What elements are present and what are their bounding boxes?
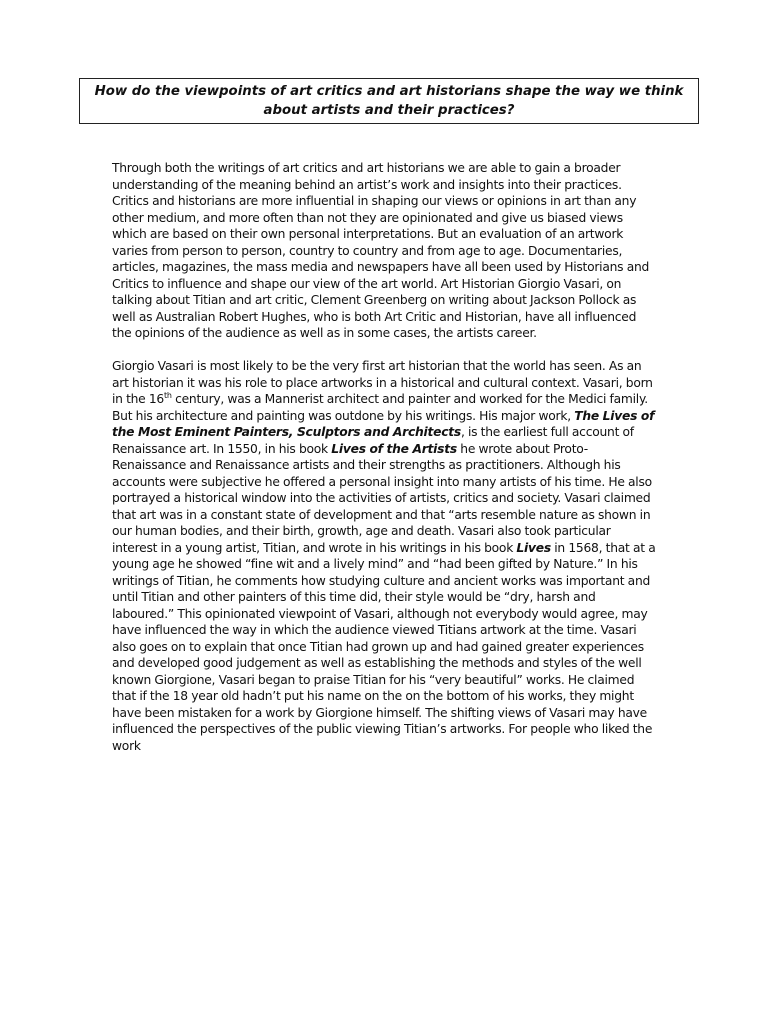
book-title-lives-eminent: The Lives of the Most Eminent Painters, Sculptors and Architects: [112, 408, 655, 439]
book-title-lives: Lives: [516, 540, 551, 555]
essay-question: How do the viewpoints of art critics and art historians shape the way we think about artists and their practices?: [94, 84, 684, 118]
paragraph-intro: Through both the writings of art critics and art historians we are able to gain a broader understanding of the meaning behind an artist’s work and insights into their practices. Critics and historians are more influential in shaping our views or opinions in art than any other medium, and more often than not they are opinionated and give us biased views which are based on their own personal interpretations. But an evaluation of an artwork varies from person to person, country to country and from age to age. Documentaries, articles, magazines, the mass media and newspapers have all been used by Historians and Critics to influence and shape our view of the art world. Art Historian Giorgio Vasari, on talking about Titian and art critic, Clement Greenberg on writing about Jackson Pollock as well as Australian Robert Hughes, who is both Art Critic and Historian, have all influenced the opinions of the audience as well as in some cases, the artists career.: [112, 161, 650, 340]
vasari-text-1: Giorgio Vasari is most likely to be the very first art historian that the world has seen. As an art historian it was his role to place artworks in a historical and cultural context. Vasari, born in the 16: [112, 359, 653, 406]
essay-body: [112, 160, 657, 771]
vasari-text-4: he wrote about Proto-Renaissance and Renaissance artists and their strengths as practitioners. Although his accounts were subjective he offered a personal insight into many artists of his time. He also portrayed a historical window into the activities of artists, critics and society. Vasari claimed that art was in a constant state of development and that “arts resemble nature as shown in our human bodies, and their birth, growth, age and death. Vasari also took particular interest in a young artist, Titian, and wrote in his writings in his book: [112, 441, 652, 555]
vasari-text-3: , is the earliest full account of Renaissance art. In 1550, in his book: [112, 425, 634, 456]
ordinal-suffix: th: [164, 390, 172, 400]
vasari-text-5: in 1568, that at a young age he showed “fine wit and a lively mind” and “had been gifted by Nature.” In his writings of Titian, he comments how studying culture and ancient works was important and until Titian and other painters of this time did, their style would be “dry, harsh and laboured.” This opinionated viewpoint of Vasari, although not everybody would agree, may have influenced the way in which the audience viewed Titians artwork at the time. Vasari also goes on to explain that once Titian had grown up and had gained greater experiences and developed good judgement as well as establishing the methods and styles of the well known Giorgione, Vasari began to praise Titian for his “very beautiful” works. He claimed that if the 18 year old hadn’t put his name on the on the bottom of his works, they might have been mistaken for a work by Giorgione himself. The shifting views of Vasari may have influenced the perspectives of the public viewing Titian’s artworks. For people who liked the work: [112, 540, 656, 753]
vasari-text-2: century, was a Mannerist architect and painter and worked for the Medici family. But his architecture and painting was outdone by his writings. His major work,: [112, 392, 648, 423]
paragraph-vasari: [112, 358, 657, 754]
essay-question-box: [79, 78, 699, 124]
book-title-lives-artists: Lives of the Artists: [331, 441, 457, 456]
